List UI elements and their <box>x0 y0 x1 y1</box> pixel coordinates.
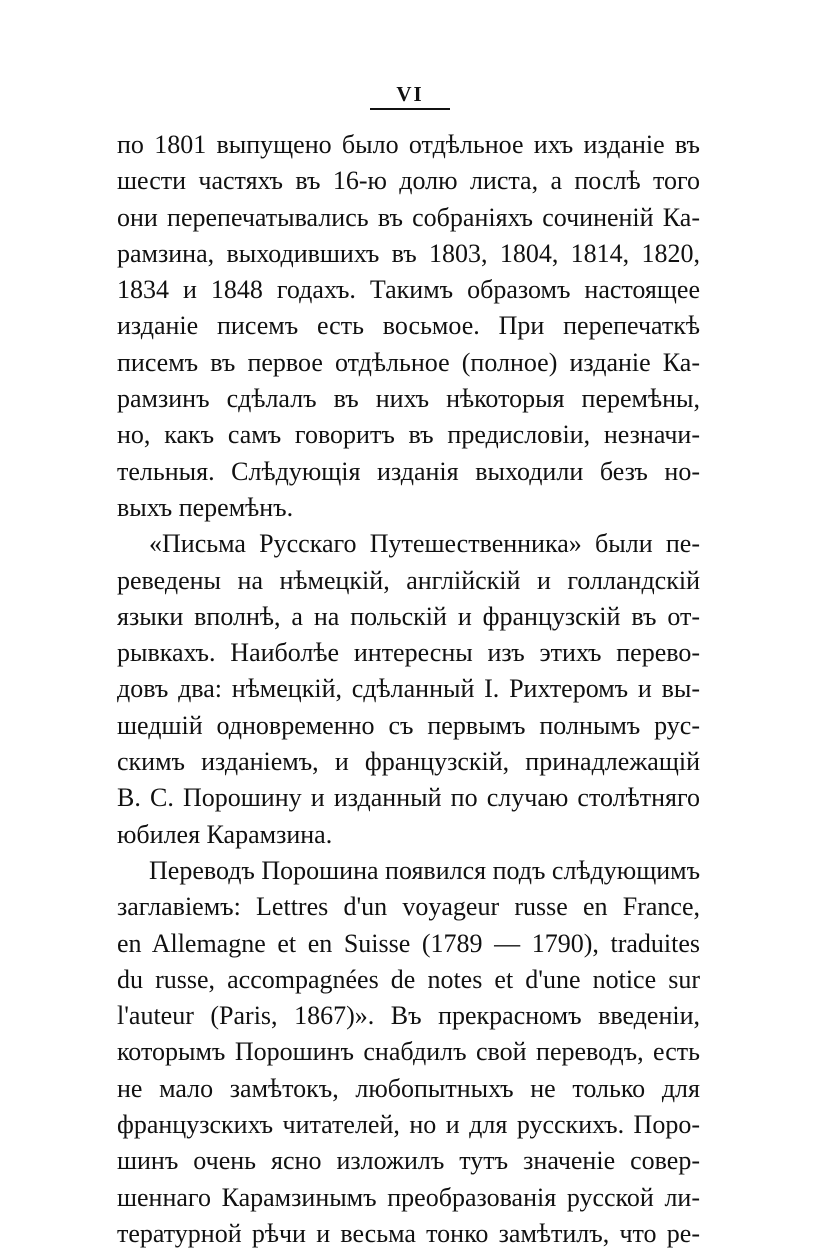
text-line: реведены на нѣмецкій, англійскій и голландскій <box>117 565 700 595</box>
text-line: французскихъ читателей, но и для русскихъ. Поро- <box>117 1110 700 1140</box>
body-text <box>117 127 700 1252</box>
text-line: не мало замѣтокъ, любопытныхъ не только для <box>117 1073 700 1103</box>
text-line: они перепечатывались въ собраніяхъ сочиненій Ка- <box>117 202 700 232</box>
text-line: довъ два: нѣмецкій, сдѣланный І. Рихтеромъ и вы- <box>117 674 700 704</box>
paragraph-1 <box>117 127 700 526</box>
text-line: юбилея Карамзина. <box>117 819 333 849</box>
text-line: но, какъ самъ говоритъ въ предисловіи, незначи- <box>117 420 700 450</box>
text-line: шеннаго Карамзинымъ преобразованія русской ли- <box>117 1182 700 1212</box>
text-line: шинъ очень ясно изложилъ тутъ значеніе совер- <box>117 1146 700 1176</box>
paragraph-2 <box>117 526 700 853</box>
text-line: l'auteur (Paris, 1867)». Въ прекрасномъ введеніи, <box>117 1001 700 1031</box>
text-line: рывкахъ. Наиболѣе интересны изъ этихъ перево- <box>117 638 700 668</box>
text-line: заглавіемъ: Lettres d'un voyageur russe en France, <box>117 892 700 922</box>
text-line: 1834 и 1848 годахъ. Такимъ образомъ настоящее <box>117 275 700 305</box>
text-line: скимъ изданіемъ, и французскій, принадлежащій <box>117 747 700 777</box>
text-line: шести частяхъ въ 16-ю долю листа, а послѣ того <box>117 166 700 196</box>
header-rule <box>370 108 450 110</box>
text-line: du russe, accompagnées de notes et d'une notice sur <box>117 964 700 994</box>
text-line: тельныя. Слѣдующія изданія выходили безъ но- <box>117 456 700 486</box>
text-line: по 1801 выпущено было отдѣльное ихъ изданіе въ <box>117 130 700 159</box>
text-line: которымъ Порошинъ снабдилъ свой переводъ, есть <box>117 1037 700 1067</box>
text-line: «Письма Русскаго Путешественника» были пе- <box>149 529 700 559</box>
text-line: рамзина, выходившихъ въ 1803, 1804, 1814, 1820, <box>117 238 700 268</box>
text-line: тературной рѣчи и весьма тонко замѣтилъ, что ре- <box>117 1218 700 1248</box>
text-line: выхъ перемѣнъ. <box>117 492 294 522</box>
text-line: Переводъ Порошина появился подъ слѣдующимъ <box>149 855 700 885</box>
text-line: изданіе писемъ есть восьмое. При перепечаткѣ <box>117 311 700 341</box>
text-line: писемъ въ первое отдѣльное (полное) изданіе Ка- <box>117 347 700 377</box>
text-line: языки вполнѣ, а на польскій и французскій въ от- <box>117 601 700 631</box>
page-number: VI <box>396 82 424 106</box>
paragraph-3 <box>117 853 700 1252</box>
text-line: шедшій одновременно съ первымъ полнымъ рус- <box>117 710 700 740</box>
text-line: en Allemagne et en Suisse (1789 — 1790), traduites <box>117 928 700 958</box>
text-line: рамзинъ сдѣлалъ въ нихъ нѣкоторыя перемѣны, <box>117 384 700 414</box>
text-line: В. С. Порошину и изданный по случаю столѣтняго <box>117 783 700 813</box>
